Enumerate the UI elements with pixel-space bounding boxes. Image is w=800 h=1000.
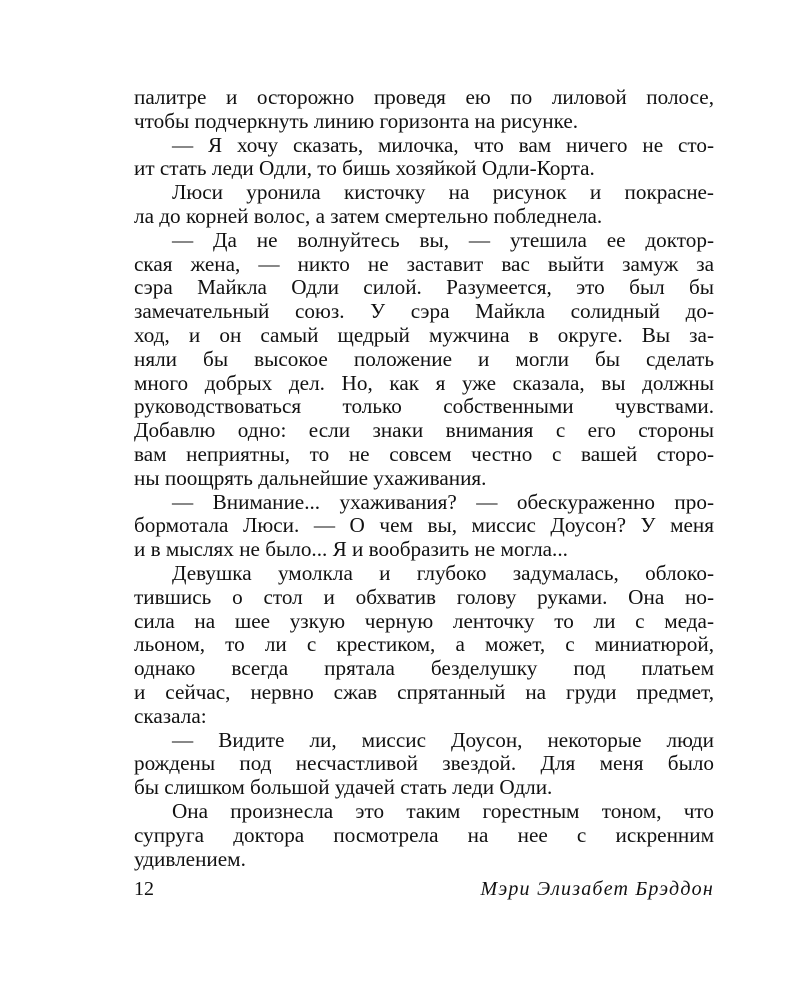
text-line: и в мыслях не было... Я и вообразить не могла... — [134, 537, 568, 562]
paragraph — [134, 86, 714, 134]
text-line: много добрых дел. Но, как я уже сказала, вы должны — [134, 370, 714, 395]
text-line: тившись о стол и обхватив голову руками. Она но- — [134, 584, 714, 609]
text-line: — Внимание... ухаживания? — обескураженно про- — [172, 489, 714, 514]
text-line: — Да не волнуйтесь вы, — утешила ее доктор- — [172, 227, 714, 252]
text-line: бормотала Люси. — О чем вы, миссис Доусон? У меня — [134, 513, 714, 538]
text-line: однако всегда прятала безделушку под платьем — [134, 656, 714, 681]
paragraph — [134, 229, 714, 491]
text-block — [134, 86, 714, 871]
paragraph — [134, 729, 714, 800]
text-line: ская жена, — никто не заставит вас выйти замуж за — [134, 251, 714, 276]
text-line: сказала: — [134, 703, 207, 728]
paragraph — [134, 800, 714, 871]
text-line: чтобы подчеркнуть линию горизонта на рисунке. — [134, 108, 579, 133]
text-line: замечательный союз. У сэра Майкла солидный до- — [134, 299, 714, 324]
text-line: палитре и осторожно проведя ею по лиловой полосе, — [134, 85, 714, 109]
text-line: рождены под несчастливой звездой. Для меня было — [134, 751, 714, 776]
text-line: — Я хочу сказать, милочка, что вам ничего не сто- — [172, 132, 714, 157]
text-line: ны поощрять дальнейшие ухаживания. — [134, 465, 487, 490]
text-line: — Видите ли, миссис Доусон, некоторые люди — [172, 727, 714, 752]
page-footer — [134, 878, 714, 904]
text-line: сила на шее узкую черную ленточку то ли с меда- — [134, 608, 714, 633]
text-line: льоном, то ли с крестиком, а может, с миниатюрой, — [134, 632, 714, 657]
text-line: удивлением. — [134, 846, 246, 871]
page-number: 12 — [134, 878, 154, 900]
text-line: Девушка умолкла и глубоко задумалась, облоко- — [172, 560, 714, 585]
paragraph — [134, 491, 714, 562]
paragraph — [134, 134, 714, 182]
text-line: Добавлю одно: если знаки внимания с его стороны — [134, 418, 714, 443]
text-line: вам неприятны, то не совсем честно с вашей сторо- — [134, 441, 714, 466]
running-author: Мэри Элизабет Брэддон — [480, 878, 714, 900]
text-line: ла до корней волос, а затем смертельно побледнела. — [134, 203, 603, 228]
text-line: супруга доктора посмотрела на нее с искренним — [134, 822, 714, 847]
text-line: бы слишком большой удачей стать леди Одли. — [134, 775, 553, 800]
paragraph — [134, 181, 714, 229]
text-line: Люси уронила кисточку на рисунок и покрасне- — [172, 180, 714, 205]
text-line: ход, и он самый щедрый мужчина в округе. Вы за- — [134, 322, 714, 347]
text-line: руководствоваться только собственными чувствами. — [134, 394, 714, 419]
text-line: няли бы высокое положение и могли бы сделать — [134, 346, 714, 371]
text-line: ит стать леди Одли, то бишь хозяйкой Одли-Корта. — [134, 156, 595, 181]
text-line: и сейчас, нервно сжав спрятанный на груди предмет, — [134, 679, 714, 704]
paragraph — [134, 562, 714, 729]
text-line: сэра Майкла Одли силой. Разумеется, это был бы — [134, 275, 714, 300]
page-body — [134, 86, 714, 871]
text-line: Она произнесла это таким горестным тоном, что — [172, 798, 714, 823]
